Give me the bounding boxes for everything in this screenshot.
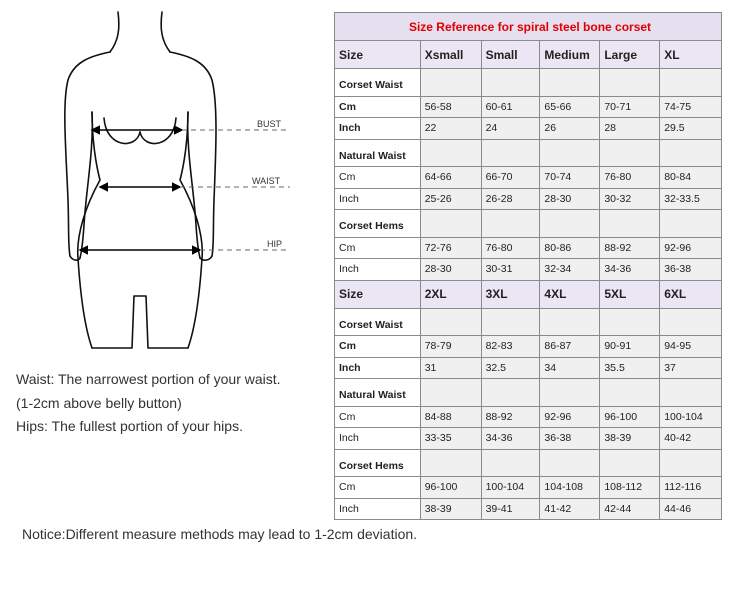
table-cell: 100-104 (481, 477, 540, 499)
table-cell: 80-84 (660, 167, 722, 189)
table-cell: 32.5 (481, 357, 540, 379)
table-row (335, 237, 722, 259)
table-cell: 88-92 (600, 237, 660, 259)
table-cell: 33-35 (420, 428, 481, 450)
row-label: Cm (335, 167, 421, 189)
header-cell: 6XL (660, 280, 722, 308)
measurement-notes (16, 368, 281, 439)
table-cell: 86-87 (540, 336, 600, 358)
table-cell: 96-100 (600, 406, 660, 428)
header-cell: 2XL (420, 280, 481, 308)
table-cell: 92-96 (540, 406, 600, 428)
table-cell: 90-91 (600, 336, 660, 358)
bust-label: BUST (257, 119, 282, 129)
waist-note-detail: (1-2cm above belly button) (16, 394, 182, 411)
size-reference-table (334, 12, 722, 520)
table-cell: 70-71 (600, 96, 660, 118)
table-cell: 29.5 (660, 118, 722, 140)
table-cell: 36-38 (540, 428, 600, 450)
header-cell: 4XL (540, 280, 600, 308)
group-label: Natural Waist (335, 139, 421, 167)
table-row (335, 428, 722, 450)
row-label: Inch (335, 498, 421, 520)
table-cell: 28-30 (420, 259, 481, 281)
table-cell: 30-31 (481, 259, 540, 281)
table-cell: 36-38 (660, 259, 722, 281)
row-label: Cm (335, 406, 421, 428)
header-cell: Xsmall (420, 41, 481, 69)
table-cell: 34 (540, 357, 600, 379)
row-label: Inch (335, 118, 421, 140)
table-row (335, 118, 722, 140)
table-cell: 37 (660, 357, 722, 379)
table-cell: 76-80 (481, 237, 540, 259)
table-cell: 34-36 (481, 428, 540, 450)
table-row (335, 188, 722, 210)
table-cell: 26 (540, 118, 600, 140)
table-cell: 80-86 (540, 237, 600, 259)
table-cell: 38-39 (600, 428, 660, 450)
table-cell: 78-79 (420, 336, 481, 358)
table-row (335, 210, 722, 238)
row-label: Cm (335, 237, 421, 259)
table-cell: 74-75 (660, 96, 722, 118)
row-label: Cm (335, 336, 421, 358)
header-cell: 5XL (600, 280, 660, 308)
table-row (335, 379, 722, 407)
table-cell: 60-61 (481, 96, 540, 118)
header-cell: Large (600, 41, 660, 69)
table-cell: 92-96 (660, 237, 722, 259)
table-cell: 100-104 (660, 406, 722, 428)
row-label: Cm (335, 96, 421, 118)
row-label: Inch (335, 428, 421, 450)
table-cell: 108-112 (600, 477, 660, 499)
hips-note: Hips: The fullest portion of your hips. (16, 418, 243, 434)
table-cell: 42-44 (600, 498, 660, 520)
table-row (335, 477, 722, 499)
table-row (335, 498, 722, 520)
group-label: Corset Waist (335, 308, 421, 336)
table-cell: 31 (420, 357, 481, 379)
body-measurement-figure (0, 0, 330, 360)
table-cell: 44-46 (660, 498, 722, 520)
table-cell: 30-32 (600, 188, 660, 210)
header-cell: 3XL (481, 280, 540, 308)
table-row (335, 139, 722, 167)
table-cell: 22 (420, 118, 481, 140)
table-cell: 88-92 (481, 406, 540, 428)
table-row (335, 449, 722, 477)
table-cell: 70-74 (540, 167, 600, 189)
group-label: Corset Hems (335, 210, 421, 238)
row-label: Inch (335, 188, 421, 210)
header-cell: Size (335, 41, 421, 69)
table-cell: 26-28 (481, 188, 540, 210)
table-cell: 39-41 (481, 498, 540, 520)
table-row (335, 259, 722, 281)
group-label: Corset Waist (335, 69, 421, 97)
hip-label: HIP (267, 239, 283, 249)
table-cell: 65-66 (540, 96, 600, 118)
table-row (335, 406, 722, 428)
deviation-notice: Notice:Different measure methods may lead to 1-2cm deviation. (22, 526, 418, 542)
table-cell: 82-83 (481, 336, 540, 358)
table-cell: 25-26 (420, 188, 481, 210)
table-cell: 40-42 (660, 428, 722, 450)
table-row (335, 96, 722, 118)
table-cell: 104-108 (540, 477, 600, 499)
header-cell: Size (335, 280, 421, 308)
table-cell: 24 (481, 118, 540, 140)
table-title: Size Reference for spiral steel bone corset (335, 13, 722, 41)
table-cell: 64-66 (420, 167, 481, 189)
table-row (335, 69, 722, 97)
table-cell: 32-34 (540, 259, 600, 281)
table-cell: 112-116 (660, 477, 722, 499)
group-label: Natural Waist (335, 379, 421, 407)
body-silhouette-illustration (0, 0, 330, 360)
table-cell: 72-76 (420, 237, 481, 259)
table-cell: 38-39 (420, 498, 481, 520)
row-label: Inch (335, 259, 421, 281)
header-cell: Medium (540, 41, 600, 69)
table-cell: 28-30 (540, 188, 600, 210)
table-cell: 32-33.5 (660, 188, 722, 210)
table-row (335, 357, 722, 379)
header-cell: XL (660, 41, 722, 69)
header-cell: Small (481, 41, 540, 69)
waist-label: WAIST (252, 176, 281, 186)
table-cell: 76-80 (600, 167, 660, 189)
table-row (335, 308, 722, 336)
waist-note: Waist: The narrowest portion of your waist. (16, 371, 281, 387)
table-cell: 96-100 (420, 477, 481, 499)
table-cell: 66-70 (481, 167, 540, 189)
row-label: Inch (335, 357, 421, 379)
table-cell: 41-42 (540, 498, 600, 520)
table-row (335, 336, 722, 358)
table-cell: 34-36 (600, 259, 660, 281)
size-header-row (335, 280, 722, 308)
row-label: Cm (335, 477, 421, 499)
table-cell: 94-95 (660, 336, 722, 358)
group-label: Corset Hems (335, 449, 421, 477)
table-title-row (335, 13, 722, 41)
table-cell: 84-88 (420, 406, 481, 428)
table-cell: 35.5 (600, 357, 660, 379)
table-row (335, 167, 722, 189)
table-cell: 56-58 (420, 96, 481, 118)
size-header-row (335, 41, 722, 69)
table-cell: 28 (600, 118, 660, 140)
